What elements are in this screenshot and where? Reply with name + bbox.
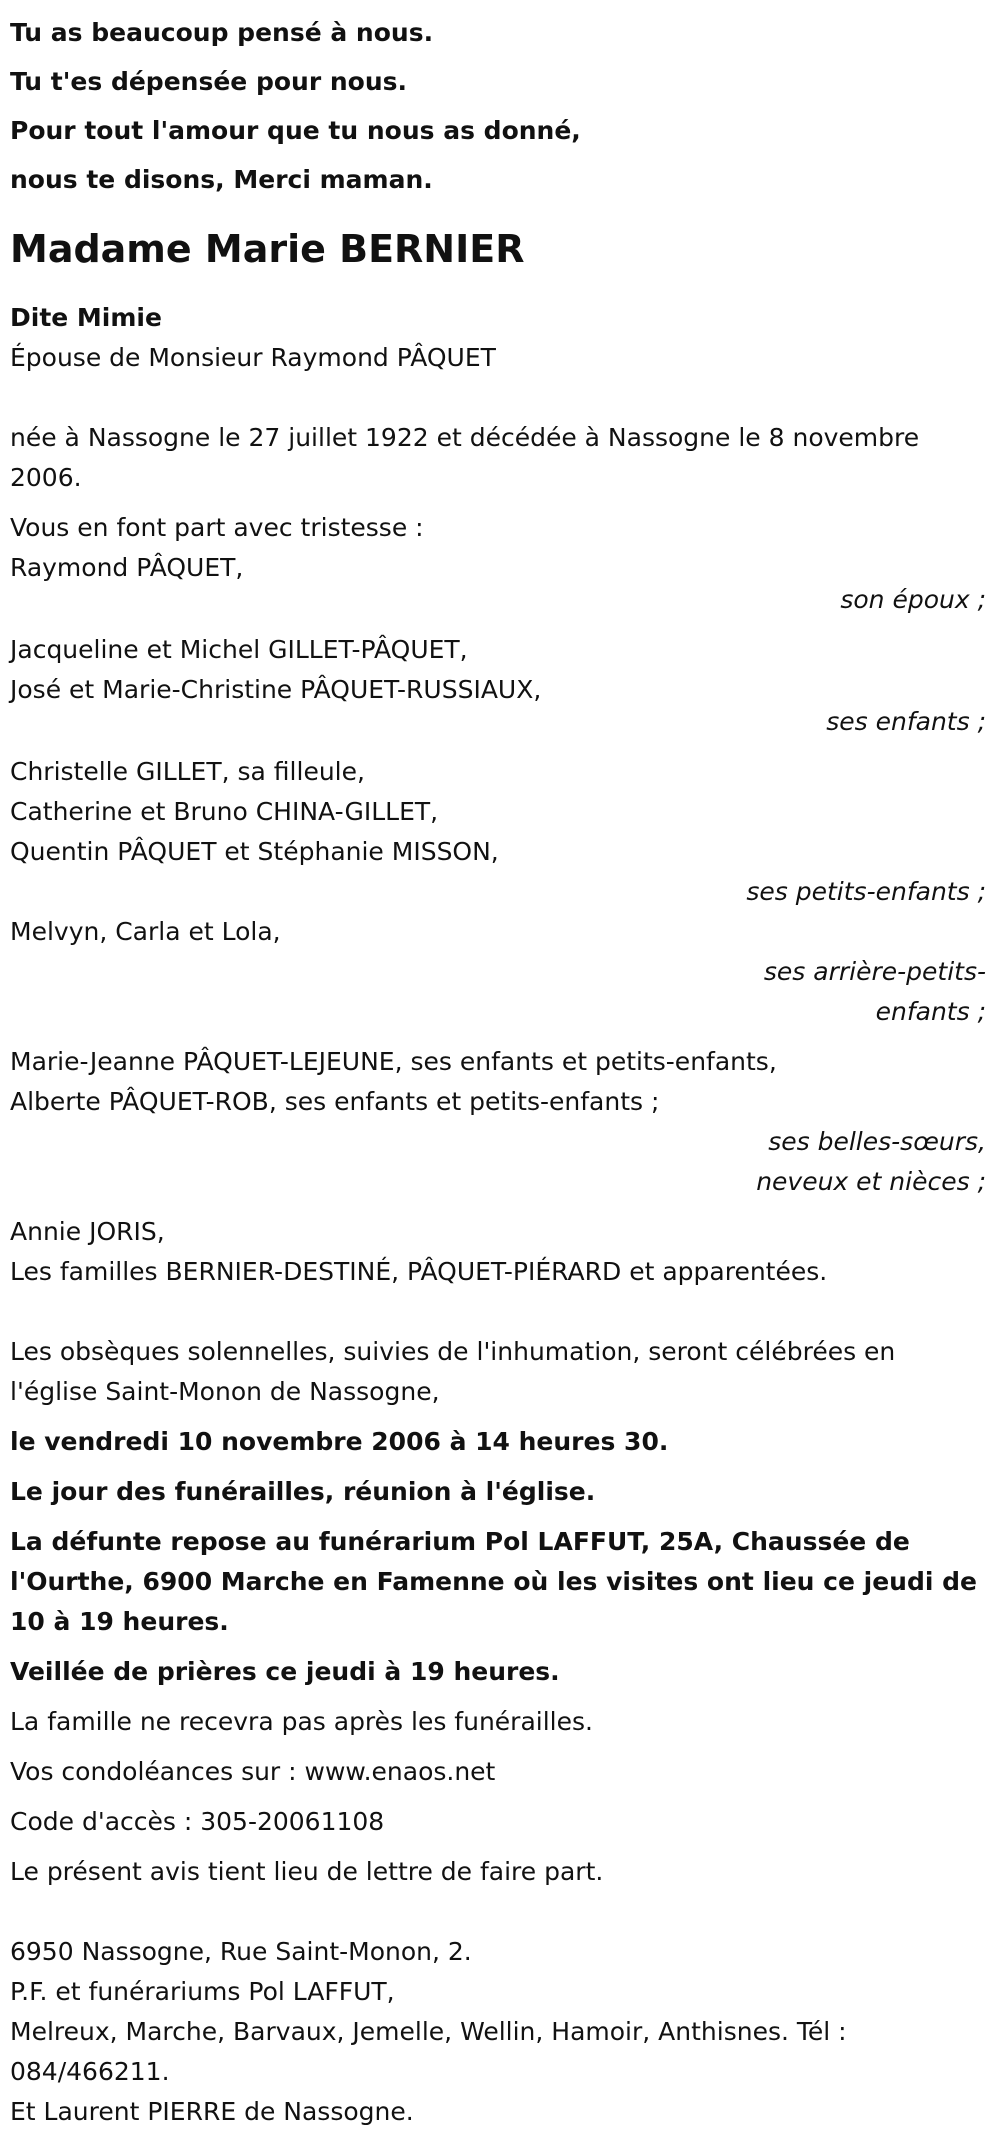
grandchildren-role: ses petits-enfants ; [746, 877, 986, 906]
condolences: Vos condoléances sur : www.enaos.net [10, 1757, 496, 1786]
poem-line: Tu t'es dépensée pour nous. [10, 67, 407, 96]
grandchild-name: Catherine et Bruno CHINA-GILLET, [10, 797, 439, 826]
poem [10, 8, 986, 204]
resting-place: La défunte repose au funérarium Pol LAFFUT, 25A, Chaussée de l'Ourthe, 6900 Marche en Famenne où les visites ont lieu ce jeudi de 10 à 19 heures. [10, 1527, 977, 1636]
great-grandchildren-names: Melvyn, Carla et Lola, [10, 917, 281, 946]
poem-line: Tu as beaucoup pensé à nous. [10, 18, 434, 47]
child-name: José et Marie-Christine PÂQUET-RUSSIAUX, [10, 675, 542, 704]
other-relative: Annie JORIS, [10, 1217, 165, 1246]
no-reception: La famille ne recevra pas après les funérailles. [10, 1707, 593, 1736]
husband-role: son époux ; [840, 585, 986, 614]
funeral-intro: Les obsèques solennelles, suivies de l'inhumation, seront célébrées en l'église Saint-Monon de Nassogne, [10, 1337, 896, 1406]
grandchild-name: Quentin PÂQUET et Stéphanie MISSON, [10, 837, 499, 866]
poem-line: nous te disons, Merci maman. [10, 165, 433, 194]
deceased-name: Madame Marie BERNIER [10, 227, 525, 271]
children-role: ses enfants ; [826, 707, 986, 736]
in-laws-role: ses belles-sœurs, [768, 1127, 986, 1156]
notice: Le présent avis tient lieu de lettre de faire part. [10, 1857, 604, 1886]
grandchild-name: Christelle GILLET, sa filleule, [10, 757, 365, 786]
announce-intro: Vous en font part avec tristesse : [10, 513, 424, 542]
funeral-date: le vendredi 10 novembre 2006 à 14 heures 30. [10, 1427, 669, 1456]
vigil: Veillée de prières ce jeudi à 19 heures. [10, 1657, 560, 1686]
footer-funeral-home: P.F. et funérariums Pol LAFFUT, [10, 1977, 395, 2006]
child-name: Jacqueline et Michel GILLET-PÂQUET, [10, 635, 468, 664]
nickname: Dite Mimie [10, 303, 162, 332]
great-grandchildren-role: ses arrière-petits- [763, 957, 986, 986]
husband-name: Raymond PÂQUET, [10, 553, 244, 582]
great-grandchildren-role-cont: enfants ; [875, 997, 986, 1026]
spouse-line: Épouse de Monsieur Raymond PÂQUET [10, 343, 496, 372]
footer-also: Et Laurent PIERRE de Nassogne. [10, 2097, 414, 2126]
in-law-name: Marie-Jeanne PÂQUET-LEJEUNE, ses enfants et petits-enfants, [10, 1047, 777, 1076]
in-laws-role-cont: neveux et nièces ; [756, 1167, 986, 1196]
access-code: Code d'accès : 305-20061108 [10, 1807, 385, 1836]
poem-line: Pour tout l'amour que tu nous as donné, [10, 116, 581, 145]
footer-locations: Melreux, Marche, Barvaux, Jemelle, Wellin, Hamoir, Anthisnes. Tél : 084/466211. [10, 2017, 847, 2086]
funeral-meeting: Le jour des funérailles, réunion à l'église. [10, 1477, 596, 1506]
footer-address: 6950 Nassogne, Rue Saint-Monon, 2. [10, 1937, 472, 1966]
in-law-name: Alberte PÂQUET-ROB, ses enfants et petits-enfants ; [10, 1087, 660, 1116]
other-relative: Les familles BERNIER-DESTINÉ, PÂQUET-PIÉRARD et apparentées. [10, 1257, 828, 1286]
birth-death: née à Nassogne le 27 juillet 1922 et décédée à Nassogne le 8 novembre 2006. [10, 423, 920, 492]
